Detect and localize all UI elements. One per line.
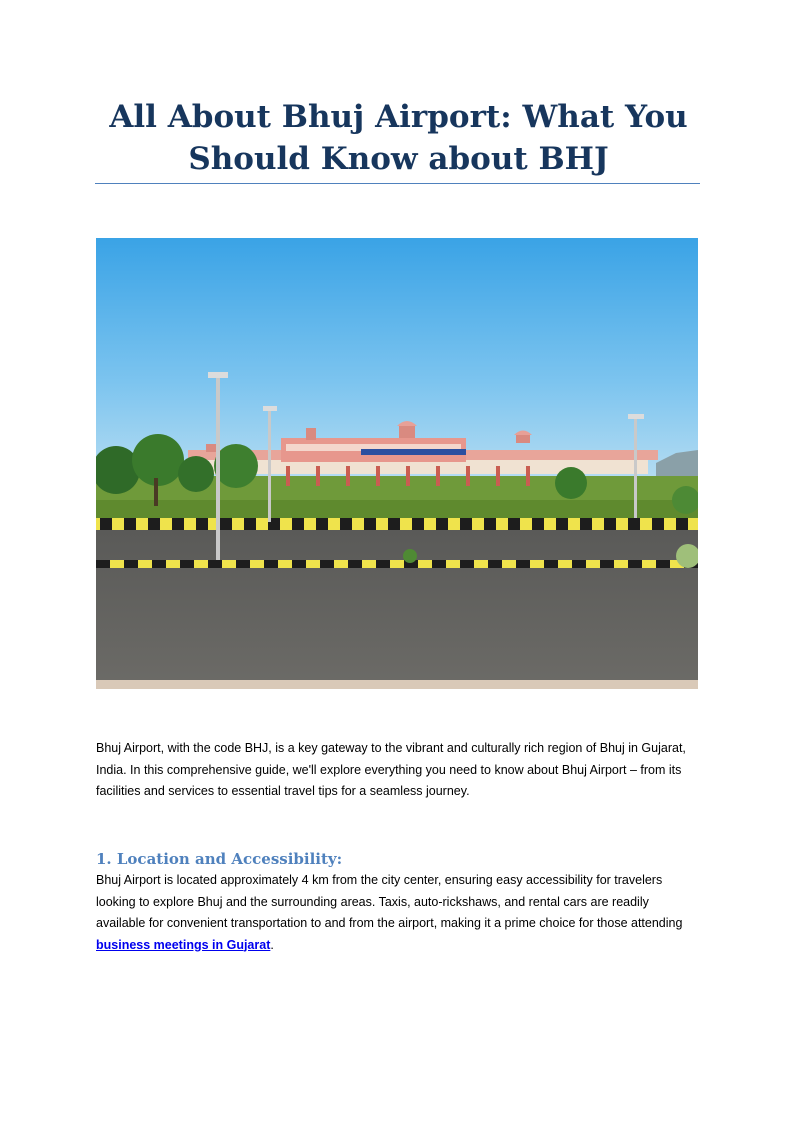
- business-meetings-link[interactable]: business meetings in Gujarat: [96, 937, 271, 952]
- intro-paragraph: Bhuj Airport, with the code BHJ, is a key gateway to the vibrant and culturally rich region of Bhuj in Gujarat, India. In this comprehensive guide, we'll explore everything you need to know about Bhuj Airport – from its facilities and services to essential travel tips for a seamless journey.: [96, 741, 686, 798]
- airport-terminal-photo: [96, 238, 698, 689]
- location-paragraph: [96, 870, 701, 956]
- page-title: All About Bhuj Airport: What You Should Know about BHJ: [109, 99, 688, 177]
- section-heading-location: 1. Location and Accessibility:: [96, 850, 343, 868]
- location-text-end: .: [270, 937, 274, 952]
- title-divider: [95, 183, 700, 184]
- location-text: Bhuj Airport is located approximately 4 km from the city center, ensuring easy accessibility for travelers looking to explore Bhuj and the surrounding areas. Taxis, auto-rickshaws, and rental cars are readily available for convenient transportation to and from the airport, making it a prime choice for those attending: [96, 873, 683, 930]
